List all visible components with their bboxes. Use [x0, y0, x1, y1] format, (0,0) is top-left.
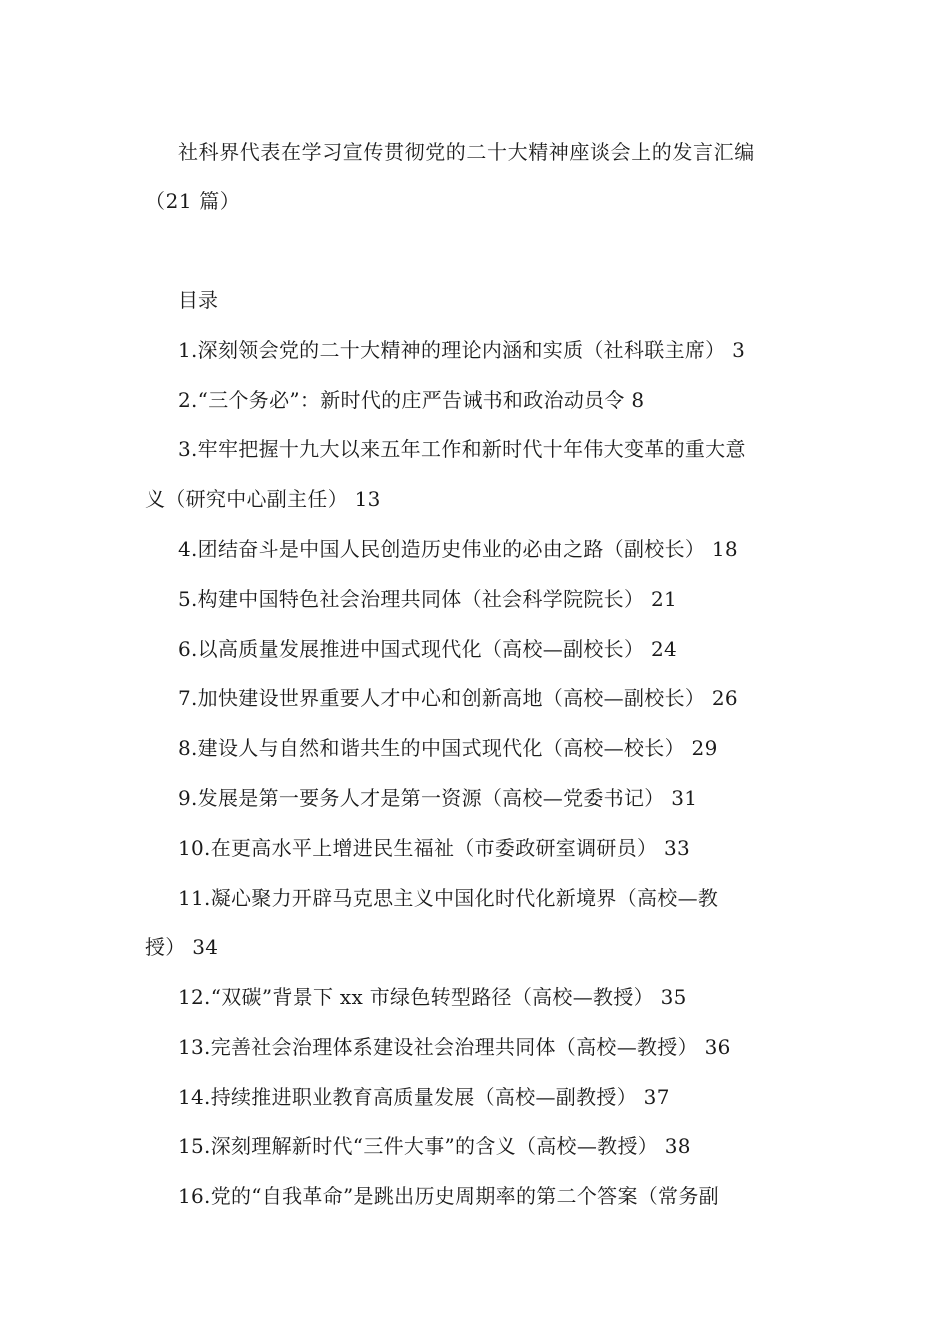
- toc-entry: 10.在更高水平上增进民生福祉（市委政研室调研员） 33: [178, 836, 691, 860]
- toc-entry: 7.加快建设世界重要人才中心和创新高地（高校—副校长） 26: [178, 686, 738, 710]
- document-title-line-1: 社科界代表在学习宣传贯彻党的二十大精神座谈会上的发言汇编: [178, 140, 755, 164]
- toc-entry: 5.构建中国特色社会治理共同体（社会科学院院长） 21: [178, 587, 677, 611]
- document-title-line-2: （21 篇）: [145, 189, 241, 213]
- toc-entry-continuation: 义（研究中心副主任） 13: [145, 487, 381, 511]
- toc-entry: 12.“双碳”背景下 xx 市绿色转型路径（高校—教授） 35: [178, 985, 687, 1009]
- toc-entry: 1.深刻领会党的二十大精神的理论内涵和实质（社科联主席） 3: [178, 338, 746, 362]
- toc-entry: 4.团结奋斗是中国人民创造历史伟业的必由之路（副校长） 18: [178, 537, 738, 561]
- toc-entry: 16.党的“自我革命”是跳出历史周期率的第二个答案（常务副: [178, 1184, 719, 1208]
- toc-entry: 13.完善社会治理体系建设社会治理共同体（高校—教授） 36: [178, 1035, 731, 1059]
- toc-entry: 11.凝心聚力开辟马克思主义中国化时代化新境界（高校—教: [178, 886, 719, 910]
- toc-entry: 9.发展是第一要务人才是第一资源（高校—党委书记） 31: [178, 786, 698, 810]
- toc-entry: 15.深刻理解新时代“三件大事”的含义（高校—教授） 38: [178, 1134, 691, 1158]
- toc-entry: 2.“三个务必”：新时代的庄严告诫书和政治动员令 8: [178, 388, 645, 412]
- toc-entry: 14.持续推进职业教育高质量发展（高校—副教授） 37: [178, 1085, 670, 1109]
- toc-entry: 3.牢牢把握十九大以来五年工作和新时代十年伟大变革的重大意: [178, 437, 746, 461]
- toc-heading: 目录: [178, 288, 218, 312]
- toc-entry-continuation: 授） 34: [145, 935, 219, 959]
- toc-entry: 8.建设人与自然和谐共生的中国式现代化（高校—校长） 29: [178, 736, 718, 760]
- toc-entry: 6.以高质量发展推进中国式现代化（高校—副校长） 24: [178, 637, 677, 661]
